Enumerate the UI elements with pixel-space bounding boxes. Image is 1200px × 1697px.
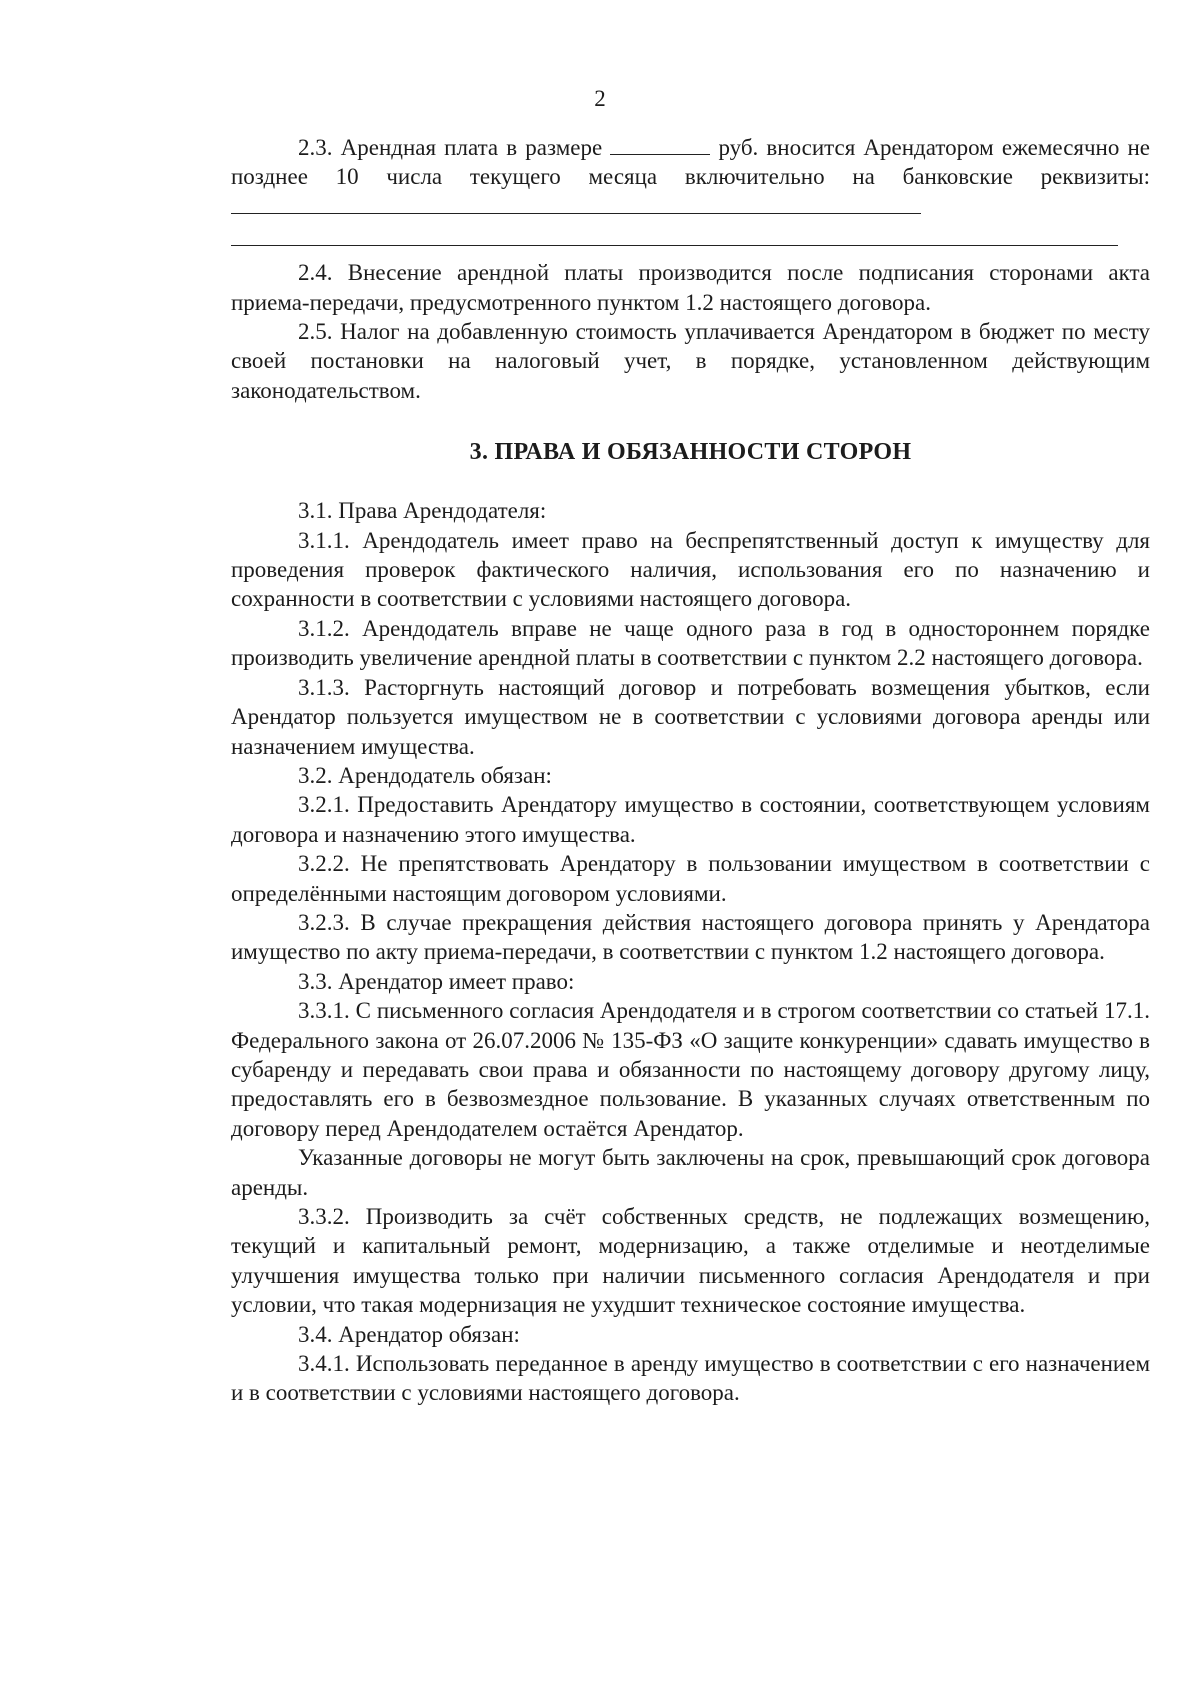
clause-3-1-1: 3.1.1. Арендодатель имеет право на беспрепятственный доступ к имуществу для проведения проверок фактического наличия, использования его по назначению и сохранности в соответствии с условиями настоящего договора. bbox=[231, 527, 1150, 612]
page-number: 2 bbox=[594, 86, 606, 111]
clause-2-3-body: руб. вносится Арендатором ежемесячно не позднее 10 числа текущего месяца включительно на банковские реквизиты: bbox=[231, 135, 1151, 190]
clause-3-2-2: 3.2.2. Не препятствовать Арендатору в пользовании имуществом в соответствии с определёнными настоящим договором условиями. bbox=[231, 851, 1150, 906]
clause-3-1-3: 3.1.3. Расторгнуть настоящий договор и потребовать возмещения убытков, если Арендатор пользуется имуществом не в соответствии с условиями договора аренды или назначением имущества. bbox=[231, 674, 1150, 759]
clause-3-4-1: 3.4.1. Использовать переданное в аренду имущество в соответствии с его назначением и в соответствии с условиями настоящего договора. bbox=[231, 1351, 1150, 1406]
requisites-blank bbox=[231, 193, 921, 214]
requisites-blank-line bbox=[231, 221, 1118, 246]
clause-3-3-1: 3.3.1. С письменного согласия Арендодателя и в строгом соответствии со статьей 17.1. Федерального закона от 26.07.2006 № 135-ФЗ «О защите конкуренции» сдавать имущество в субаренду и передавать свои права и обязанности по настоящему договору другому лицу, предоставлять его в безвозмездное пользование. В указанных случаях ответственным по договору перед Арендодателем остаётся Арендатор. bbox=[231, 998, 1150, 1141]
clause-3-4: 3.4. Арендатор обязан: bbox=[298, 1321, 520, 1347]
clause-3-3-2: 3.3.2. Производить за счёт собственных средств, не подлежащих возмещению, текущий и капитальный ремонт, модернизацию, а также отделимые и неотделимые улучшения имущества только при наличии письменного согласия Арендодателя и при условии, что такая модернизация не ухудшит техническое состояние имущества. bbox=[231, 1204, 1150, 1318]
amount-blank bbox=[610, 134, 710, 155]
clause-3-1-2: 3.1.2. Арендодатель вправе не чаще одного раза в год в одностороннем порядке производить увеличение арендной платы в соответствии с пунктом 2.2 настоящего договора. bbox=[231, 615, 1150, 671]
clause-3-2-1: 3.2.1. Предоставить Арендатору имущество в состоянии, соответствующем условиям договора и назначению этого имущества. bbox=[231, 792, 1150, 847]
clause-2-4: 2.4. Внесение арендной платы производится после подписания сторонами акта приема-передачи, предусмотренного пунктом 1.2 настоящего договора. bbox=[231, 260, 1150, 315]
clause-3-2: 3.2. Арендодатель обязан: bbox=[298, 762, 552, 788]
clause-2-3-start: 2.3. Арендная плата в размере bbox=[298, 135, 603, 160]
clause-3-3: 3.3. Арендатор имеет право: bbox=[298, 968, 575, 994]
clause-3-3-note: Указанные договоры не могут быть заключены на срок, превышающий срок договора аренды. bbox=[231, 1145, 1150, 1200]
section-3-title: 3. ПРАВА И ОБЯЗАННОСТИ СТОРОН bbox=[469, 439, 912, 466]
clause-2-5: 2.5. Налог на добавленную стоимость уплачивается Арендатором в бюджет по месту своей постановки на налоговый учет, в порядке, установленном действующим законодательством. bbox=[231, 319, 1150, 403]
clause-2-3 bbox=[231, 133, 1150, 221]
clause-3-1: 3.1. Права Арендодателя: bbox=[298, 498, 547, 524]
clause-3-2-3: 3.2.3. В случае прекращения действия настоящего договора принять у Арендатора имущество по акту приема-передачи, в соответствии с пунктом 1.2 настоящего договора. bbox=[231, 909, 1150, 965]
document-body bbox=[231, 133, 1150, 1408]
